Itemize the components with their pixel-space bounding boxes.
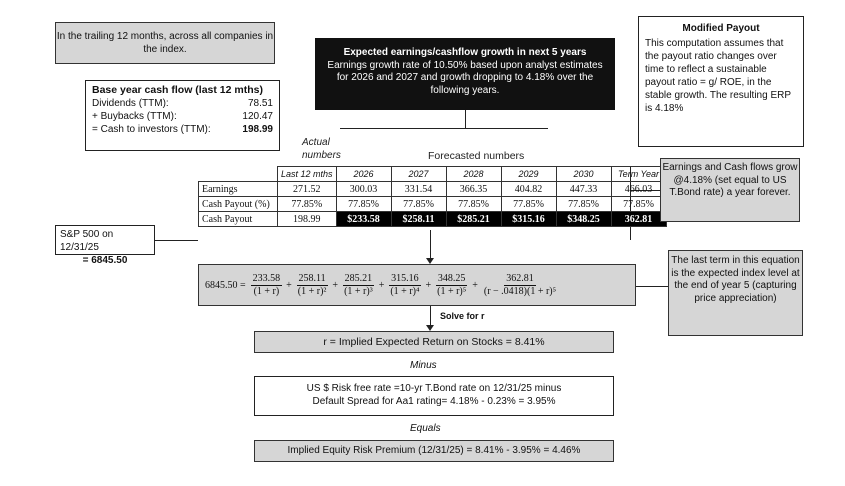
connector-line bbox=[340, 128, 548, 129]
row-label: + Buybacks (TTM): bbox=[92, 111, 177, 122]
table-cell: $285.21 bbox=[446, 212, 501, 227]
table-cell: 466.03 bbox=[611, 182, 666, 197]
table-cell: 331.54 bbox=[391, 182, 446, 197]
minus-label: Minus bbox=[410, 360, 437, 371]
table-row bbox=[199, 212, 667, 227]
base-cashflow-title: Base year cash flow (last 12 mths) bbox=[92, 84, 263, 96]
table-row bbox=[199, 197, 667, 212]
table-cell: 77.85% bbox=[391, 197, 446, 212]
term-denominator: (1 + r)² bbox=[297, 285, 327, 297]
connector-line bbox=[465, 110, 466, 128]
cashflow-row bbox=[92, 123, 273, 136]
row-label: Cash Payout bbox=[199, 212, 278, 227]
plus-sign: + bbox=[378, 279, 385, 291]
sp500-label: S&P 500 on 12/31/25 bbox=[60, 229, 114, 253]
term-numerator: 285.21 bbox=[344, 272, 373, 284]
arrow-line bbox=[430, 306, 431, 326]
row-value: 78.51 bbox=[247, 98, 273, 109]
row-label: Earnings bbox=[199, 182, 278, 197]
implied-return-box: r = Implied Expected Return on Stocks = 8.41% bbox=[254, 331, 614, 353]
earnings-flow-note: Earnings and Cash flows grow @4.18% (set equal to US T.Bond rate) a year forever. bbox=[660, 158, 800, 222]
riskfree-line2: Default Spread for Aa1 rating= 4.18% - 0.23% = 3.95% bbox=[312, 396, 556, 407]
erp-box: Implied Equity Risk Premium (12/31/25) = 8.41% - 3.95% = 4.46% bbox=[254, 440, 614, 462]
table-header: 2027 bbox=[391, 167, 446, 182]
solve-label: Solve for r bbox=[440, 311, 485, 321]
plus-sign: + bbox=[472, 279, 478, 291]
sp500-value: = 6845.50 bbox=[82, 255, 128, 266]
table-cell: $348.25 bbox=[556, 212, 611, 227]
term-numerator: 258.11 bbox=[298, 272, 326, 284]
riskfree-box bbox=[254, 376, 614, 416]
growth-title: Expected earnings/cashflow growth in next 5 years bbox=[343, 47, 587, 58]
forecast-table bbox=[198, 166, 667, 227]
plus-sign: + bbox=[425, 279, 432, 291]
table-cell: 77.85% bbox=[336, 197, 391, 212]
row-label: = Cash to investors (TTM): bbox=[92, 124, 211, 135]
sp500-box bbox=[55, 225, 155, 266]
table-header: 2030 bbox=[556, 167, 611, 182]
table-cell: $315.16 bbox=[501, 212, 556, 227]
table-row bbox=[199, 182, 667, 197]
modified-payout-body: This computation assumes that the payout ratio changes over time to reflect a sustainable payout ratio = g/ ROE, in the stable growth. The resulting ERP is 4.18% bbox=[645, 38, 791, 114]
term-numerator: 348.25 bbox=[437, 272, 466, 284]
growth-box bbox=[315, 38, 615, 110]
actual-label: Actual numbers bbox=[302, 137, 341, 161]
table-corner bbox=[199, 167, 278, 182]
table-cell: 300.03 bbox=[336, 182, 391, 197]
term-denominator: (1 + r)⁵ bbox=[437, 285, 467, 297]
valuation-equation bbox=[198, 264, 636, 306]
equation-lhs: 6845.50 = bbox=[205, 279, 246, 291]
table-cell: 77.85% bbox=[278, 197, 337, 212]
term-numerator: 233.58 bbox=[252, 272, 281, 284]
growth-body: Earnings growth rate of 10.50% based upon analyst estimates for 2026 and 2027 and growth dropping to 4.18% over the following years. bbox=[327, 59, 603, 96]
equation-term bbox=[435, 273, 468, 298]
table-header: 2026 bbox=[336, 167, 391, 182]
modified-payout-box bbox=[638, 16, 804, 147]
cashflow-row bbox=[92, 97, 273, 110]
table-cell: 366.35 bbox=[446, 182, 501, 197]
row-value: 120.47 bbox=[242, 111, 273, 122]
connector-line bbox=[636, 286, 668, 287]
row-value: 198.99 bbox=[242, 124, 273, 135]
term-numerator: 362.81 bbox=[506, 272, 534, 284]
table-header: 2028 bbox=[446, 167, 501, 182]
table-cell: $233.58 bbox=[336, 212, 391, 227]
plus-sign: + bbox=[332, 279, 339, 291]
term-numerator: 315.16 bbox=[391, 272, 419, 284]
table-cell: 404.82 bbox=[501, 182, 556, 197]
table-cell: 77.85% bbox=[611, 197, 666, 212]
trailing-note: In the trailing 12 months, across all companies in the index. bbox=[55, 22, 275, 64]
table-header-row bbox=[199, 167, 667, 182]
forecasted-label: Forecasted numbers bbox=[428, 150, 525, 162]
equals-label: Equals bbox=[410, 423, 441, 434]
modified-payout-title: Modified Payout bbox=[682, 23, 760, 34]
equation-term bbox=[388, 273, 421, 298]
table-cell: 362.81 bbox=[611, 212, 666, 227]
riskfree-line1: US $ Risk free rate =10-yr T.Bond rate on 12/31/25 minus bbox=[306, 383, 562, 394]
equation-term bbox=[296, 273, 329, 298]
connector-line bbox=[155, 240, 198, 241]
term-denominator: (1 + r) bbox=[253, 285, 280, 297]
cashflow-row bbox=[92, 110, 273, 123]
equation-term bbox=[342, 273, 375, 298]
term-denominator: (r − .0418)(1 + r)⁵ bbox=[483, 285, 557, 297]
equation-term bbox=[251, 273, 283, 298]
table-cell: 198.99 bbox=[278, 212, 337, 227]
table-cell: 447.33 bbox=[556, 182, 611, 197]
table-header: Term Year bbox=[611, 167, 666, 182]
table-cell: 271.52 bbox=[278, 182, 337, 197]
term-denominator: (1 + r)⁴ bbox=[390, 285, 420, 297]
last-term-note: The last term in this equation is the expected index level at the end of year 5 (capturing price appreciation) bbox=[668, 250, 803, 336]
table-header: Last 12 mths bbox=[278, 167, 337, 182]
row-label: Dividends (TTM): bbox=[92, 98, 169, 109]
row-label: Cash Payout (%) bbox=[199, 197, 278, 212]
equation-term bbox=[482, 273, 558, 298]
term-denominator: (1 + r)³ bbox=[344, 285, 373, 297]
plus-sign: + bbox=[286, 279, 292, 291]
table-cell: 77.85% bbox=[501, 197, 556, 212]
table-cell: $258.11 bbox=[391, 212, 446, 227]
table-cell: 77.85% bbox=[556, 197, 611, 212]
arrow-line bbox=[430, 230, 431, 260]
base-cashflow-box bbox=[85, 80, 280, 151]
table-cell: 77.85% bbox=[446, 197, 501, 212]
table-header: 2029 bbox=[501, 167, 556, 182]
